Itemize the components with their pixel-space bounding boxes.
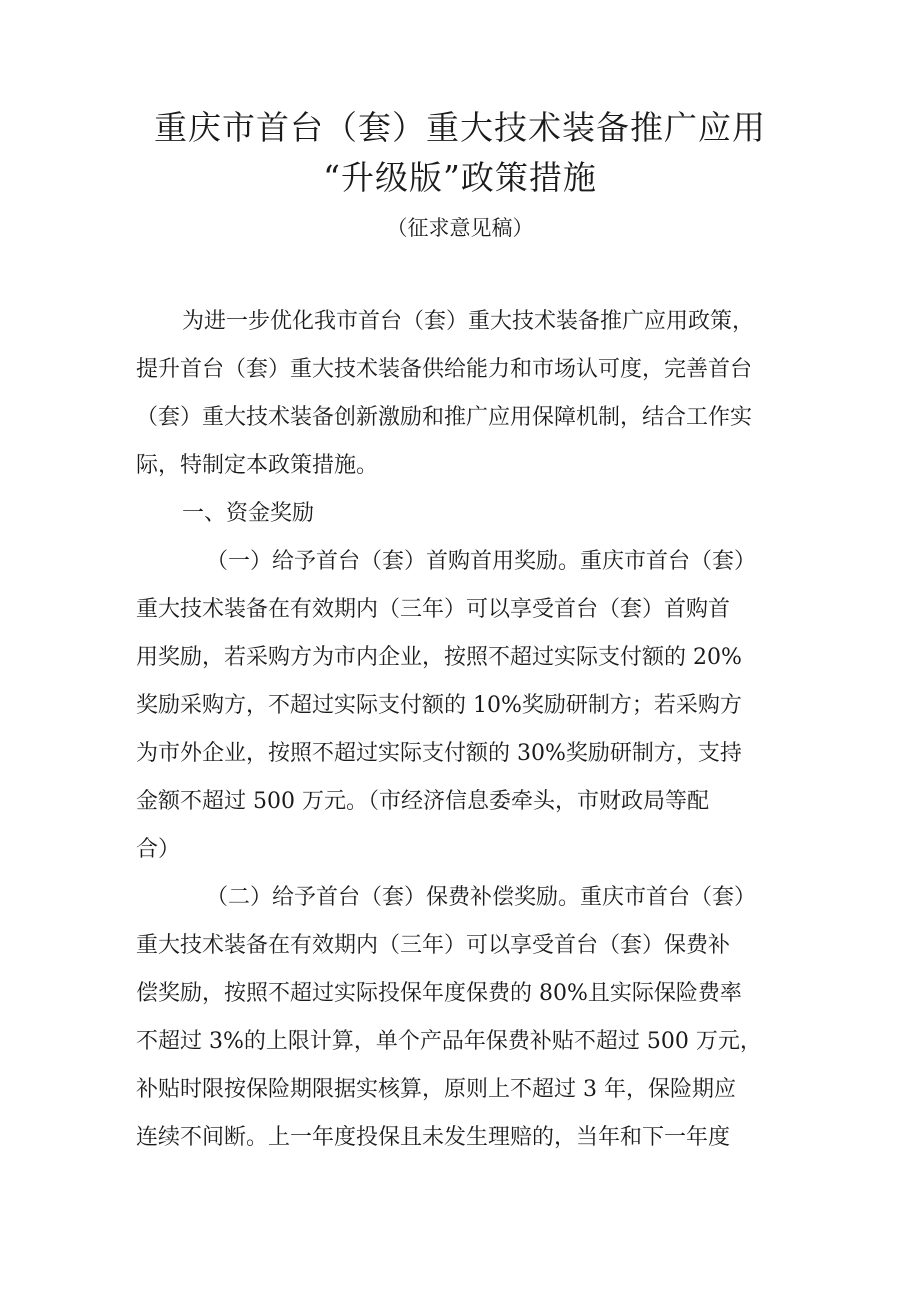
body-line: 奖励采购方，不超过实际支付额的 10%奖励研制方；若采购方	[136, 693, 742, 718]
body-line: 际，特制定本政策措施。	[136, 453, 379, 478]
body-line: 偿奖励，按照不超过实际投保年度保费的 80%且实际保险费率	[136, 981, 742, 1006]
body-line: 金额不超过 500 万元。（市经济信息委牵头，市财政局等配	[136, 789, 709, 814]
body-line: 提升首台（套）重大技术装备供给能力和市场认可度，完善首台	[136, 357, 753, 382]
document-subtitle: （征求意见稿）	[386, 216, 534, 240]
body-line: 用奖励，若采购方为市内企业，按照不超过实际支付额的 20%	[136, 645, 742, 670]
body-line: （套）重大技术装备创新激励和推广应用保障机制，结合工作实	[136, 405, 753, 430]
document-title-line-2: “升级版”政策措施	[323, 158, 597, 197]
section-heading: 一、资金奖励	[182, 501, 315, 526]
body-line: 合）	[136, 837, 181, 862]
subsection-heading: （二）给予首台（套）保费补偿奖励。重庆市首台（套）	[206, 885, 757, 910]
subsection-heading: （一）给予首台（套）首购首用奖励。重庆市首台（套）	[206, 549, 757, 574]
body-line: 连续不间断。上一年度投保且未发生理赔的，当年和下一年度	[136, 1125, 731, 1150]
body-line: 重大技术装备在有效期内（三年）可以享受首台（套）首购首	[136, 597, 731, 622]
document-title-line-1: 重庆市首台（套）重大技术装备推广应用	[154, 108, 766, 147]
body-line: 不超过 3%的上限计算，单个产品年保费补贴不超过 500 万元，	[136, 1029, 762, 1054]
body-line: 为进一步优化我市首台（套）重大技术装备推广应用政策，	[182, 309, 755, 334]
body-line: 为市外企业，按照不超过实际支付额的 30%奖励研制方，支持	[136, 741, 742, 766]
body-line: 重大技术装备在有效期内（三年）可以享受首台（套）保费补	[136, 933, 731, 958]
body-line: 补贴时限按保险期限据实核算，原则上不超过 3 年，保险期应	[136, 1077, 736, 1102]
